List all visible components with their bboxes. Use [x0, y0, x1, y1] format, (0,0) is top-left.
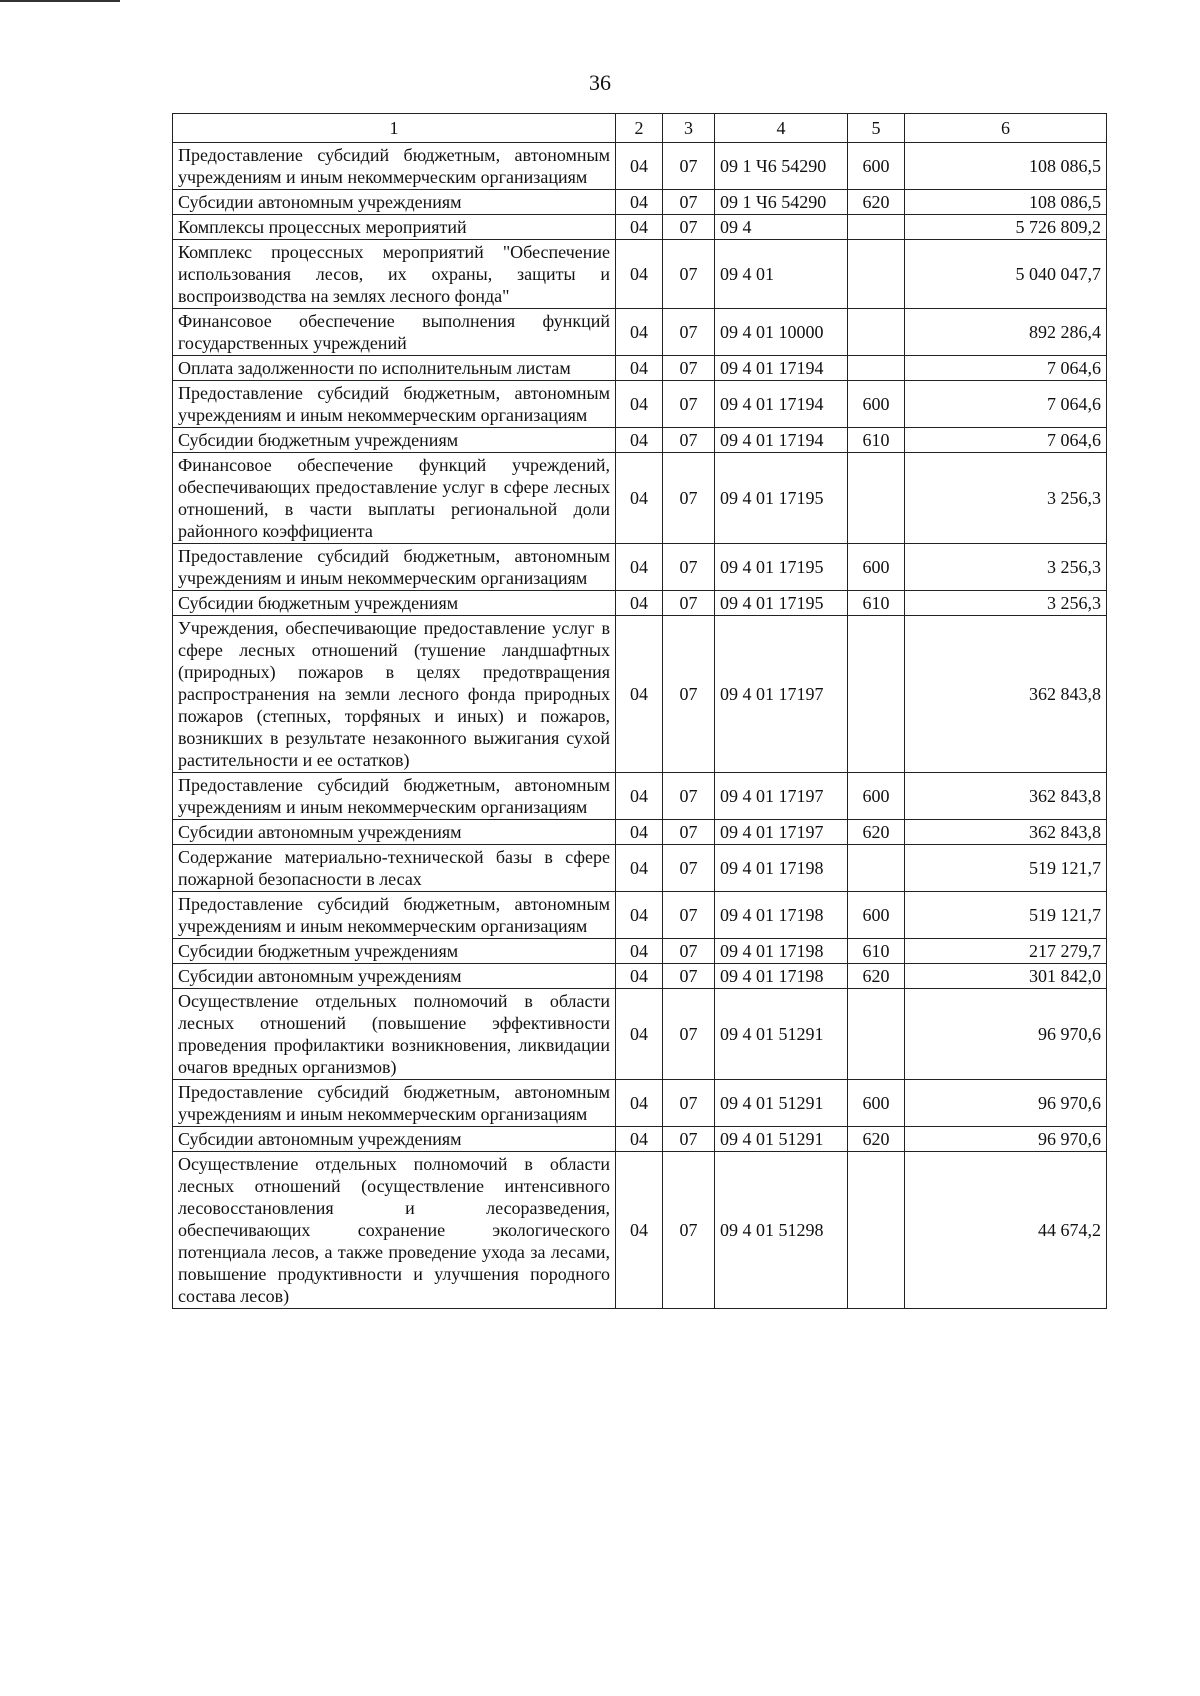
- table-row: [173, 190, 1107, 215]
- item-name-cell: Субсидии автономным учреждениям: [173, 820, 616, 845]
- expense-type-cell: [848, 240, 905, 309]
- column-header: 3: [663, 114, 715, 143]
- table-row: [173, 939, 1107, 964]
- subsection-code-cell: 07: [663, 1080, 715, 1127]
- target-article-cell: 09 4 01 10000: [715, 309, 848, 356]
- section-code-cell: 04: [616, 773, 663, 820]
- table-row: [173, 143, 1107, 190]
- amount-cell: 7 064,6: [905, 428, 1107, 453]
- subsection-code-cell: 07: [663, 892, 715, 939]
- amount-cell: 7 064,6: [905, 381, 1107, 428]
- target-article-cell: 09 4 01 17197: [715, 820, 848, 845]
- section-code-cell: 04: [616, 190, 663, 215]
- amount-cell: 44 674,2: [905, 1152, 1107, 1309]
- target-article-cell: 09 4 01 17198: [715, 939, 848, 964]
- expense-type-cell: 620: [848, 964, 905, 989]
- amount-cell: 5 726 809,2: [905, 215, 1107, 240]
- amount-cell: 96 970,6: [905, 1080, 1107, 1127]
- table-row: [173, 1152, 1107, 1309]
- expense-type-cell: [848, 616, 905, 773]
- table-row: [173, 381, 1107, 428]
- amount-cell: 108 086,5: [905, 190, 1107, 215]
- item-name-cell: Предоставление субсидий бюджетным, автономным учреждениям и иным некоммерческим организациям: [173, 143, 616, 190]
- table-row: [173, 309, 1107, 356]
- item-name-cell: Субсидии автономным учреждениям: [173, 1127, 616, 1152]
- amount-cell: 96 970,6: [905, 989, 1107, 1080]
- item-name-cell: Содержание материально-технической базы в сфере пожарной безопасности в лесах: [173, 845, 616, 892]
- expense-type-cell: 600: [848, 1080, 905, 1127]
- table-row: [173, 820, 1107, 845]
- subsection-code-cell: 07: [663, 616, 715, 773]
- item-name-cell: Субсидии бюджетным учреждениям: [173, 939, 616, 964]
- table-row: [173, 356, 1107, 381]
- column-header: 5: [848, 114, 905, 143]
- table-row: [173, 544, 1107, 591]
- section-code-cell: 04: [616, 143, 663, 190]
- target-article-cell: 09 4 01 17198: [715, 964, 848, 989]
- expense-type-cell: [848, 356, 905, 381]
- item-name-cell: Субсидии бюджетным учреждениям: [173, 428, 616, 453]
- target-article-cell: 09 4 01 17195: [715, 591, 848, 616]
- subsection-code-cell: 07: [663, 845, 715, 892]
- amount-cell: 3 256,3: [905, 453, 1107, 544]
- item-name-cell: Субсидии автономным учреждениям: [173, 190, 616, 215]
- target-article-cell: 09 4 01 51291: [715, 1127, 848, 1152]
- table-row: [173, 989, 1107, 1080]
- amount-cell: 362 843,8: [905, 820, 1107, 845]
- amount-cell: 362 843,8: [905, 773, 1107, 820]
- expense-type-cell: 610: [848, 591, 905, 616]
- subsection-code-cell: 07: [663, 939, 715, 964]
- target-article-cell: 09 4 01 17194: [715, 356, 848, 381]
- expense-type-cell: [848, 309, 905, 356]
- amount-cell: 3 256,3: [905, 544, 1107, 591]
- target-article-cell: 09 4 01 51298: [715, 1152, 848, 1309]
- table-row: [173, 591, 1107, 616]
- expense-type-cell: 600: [848, 143, 905, 190]
- target-article-cell: 09 4 01: [715, 240, 848, 309]
- column-header: 1: [173, 114, 616, 143]
- section-code-cell: 04: [616, 544, 663, 591]
- expense-type-cell: [848, 989, 905, 1080]
- scan-edge-line: [0, 0, 120, 2]
- section-code-cell: 04: [616, 1080, 663, 1127]
- expense-type-cell: [848, 215, 905, 240]
- section-code-cell: 04: [616, 616, 663, 773]
- section-code-cell: 04: [616, 309, 663, 356]
- expense-type-cell: 600: [848, 773, 905, 820]
- item-name-cell: Предоставление субсидий бюджетным, автономным учреждениям и иным некоммерческим организациям: [173, 773, 616, 820]
- column-header: 4: [715, 114, 848, 143]
- target-article-cell: 09 4 01 17195: [715, 453, 848, 544]
- subsection-code-cell: 07: [663, 240, 715, 309]
- item-name-cell: Субсидии бюджетным учреждениям: [173, 591, 616, 616]
- subsection-code-cell: 07: [663, 215, 715, 240]
- column-header: 6: [905, 114, 1107, 143]
- section-code-cell: 04: [616, 820, 663, 845]
- amount-cell: 5 040 047,7: [905, 240, 1107, 309]
- amount-cell: 108 086,5: [905, 143, 1107, 190]
- amount-cell: 519 121,7: [905, 892, 1107, 939]
- expense-type-cell: [848, 845, 905, 892]
- item-name-cell: Предоставление субсидий бюджетным, автономным учреждениям и иным некоммерческим организациям: [173, 381, 616, 428]
- subsection-code-cell: 07: [663, 453, 715, 544]
- amount-cell: 96 970,6: [905, 1127, 1107, 1152]
- section-code-cell: 04: [616, 939, 663, 964]
- subsection-code-cell: 07: [663, 309, 715, 356]
- subsection-code-cell: 07: [663, 428, 715, 453]
- section-code-cell: 04: [616, 892, 663, 939]
- target-article-cell: 09 4 01 17197: [715, 616, 848, 773]
- item-name-cell: Учреждения, обеспечивающие предоставление услуг в сфере лесных отношений (тушение ландшафтных (природных) пожаров в целях предотвращения распространения на земли лесного фонда природных пожаров (степных, торфяных и иных) и пожаров, возникших в результате незаконного выжигания сухой растительности и ее остатков): [173, 616, 616, 773]
- table-row: [173, 773, 1107, 820]
- subsection-code-cell: 07: [663, 381, 715, 428]
- target-article-cell: 09 4 01 17194: [715, 381, 848, 428]
- amount-cell: 7 064,6: [905, 356, 1107, 381]
- section-code-cell: 04: [616, 381, 663, 428]
- item-name-cell: Предоставление субсидий бюджетным, автономным учреждениям и иным некоммерческим организациям: [173, 892, 616, 939]
- section-code-cell: 04: [616, 428, 663, 453]
- amount-cell: 362 843,8: [905, 616, 1107, 773]
- section-code-cell: 04: [616, 964, 663, 989]
- target-article-cell: 09 4 01 51291: [715, 1080, 848, 1127]
- subsection-code-cell: 07: [663, 964, 715, 989]
- target-article-cell: 09 4 01 17198: [715, 892, 848, 939]
- item-name-cell: Оплата задолженности по исполнительным листам: [173, 356, 616, 381]
- target-article-cell: 09 4 01 51291: [715, 989, 848, 1080]
- table-row: [173, 845, 1107, 892]
- table-header-row: [173, 114, 1107, 143]
- amount-cell: 3 256,3: [905, 591, 1107, 616]
- expense-type-cell: 610: [848, 939, 905, 964]
- amount-cell: 301 842,0: [905, 964, 1107, 989]
- item-name-cell: Осуществление отдельных полномочий в области лесных отношений (повышение эффективности проведения профилактики возникновения, ликвидации очагов вредных организмов): [173, 989, 616, 1080]
- expense-type-cell: 600: [848, 544, 905, 591]
- expense-type-cell: 620: [848, 190, 905, 215]
- budget-table: [172, 113, 1107, 1309]
- item-name-cell: Предоставление субсидий бюджетным, автономным учреждениям и иным некоммерческим организациям: [173, 1080, 616, 1127]
- subsection-code-cell: 07: [663, 143, 715, 190]
- item-name-cell: Комплекс процессных мероприятий "Обеспечение использования лесов, их охраны, защиты и воспроизводства на землях лесного фонда": [173, 240, 616, 309]
- subsection-code-cell: 07: [663, 591, 715, 616]
- item-name-cell: Субсидии автономным учреждениям: [173, 964, 616, 989]
- subsection-code-cell: 07: [663, 356, 715, 381]
- expense-type-cell: 600: [848, 892, 905, 939]
- item-name-cell: Финансовое обеспечение выполнения функций государственных учреждений: [173, 309, 616, 356]
- expense-type-cell: 610: [848, 428, 905, 453]
- item-name-cell: Комплексы процессных мероприятий: [173, 215, 616, 240]
- section-code-cell: 04: [616, 845, 663, 892]
- subsection-code-cell: 07: [663, 1127, 715, 1152]
- column-header: 2: [616, 114, 663, 143]
- subsection-code-cell: 07: [663, 1152, 715, 1309]
- section-code-cell: 04: [616, 1152, 663, 1309]
- amount-cell: 519 121,7: [905, 845, 1107, 892]
- expense-type-cell: [848, 1152, 905, 1309]
- table-row: [173, 453, 1107, 544]
- target-article-cell: 09 1 Ч6 54290: [715, 190, 848, 215]
- table-row: [173, 1127, 1107, 1152]
- table-row: [173, 964, 1107, 989]
- target-article-cell: 09 4 01 17198: [715, 845, 848, 892]
- target-article-cell: 09 4 01 17194: [715, 428, 848, 453]
- section-code-cell: 04: [616, 215, 663, 240]
- amount-cell: 892 286,4: [905, 309, 1107, 356]
- page-number: 36: [589, 70, 611, 95]
- expense-type-cell: [848, 453, 905, 544]
- table-row: [173, 616, 1107, 773]
- amount-cell: 217 279,7: [905, 939, 1107, 964]
- subsection-code-cell: 07: [663, 190, 715, 215]
- expense-type-cell: 600: [848, 381, 905, 428]
- section-code-cell: 04: [616, 356, 663, 381]
- table-row: [173, 428, 1107, 453]
- section-code-cell: 04: [616, 591, 663, 616]
- expense-type-cell: 620: [848, 820, 905, 845]
- section-code-cell: 04: [616, 240, 663, 309]
- section-code-cell: 04: [616, 1127, 663, 1152]
- subsection-code-cell: 07: [663, 544, 715, 591]
- subsection-code-cell: 07: [663, 820, 715, 845]
- expense-type-cell: 620: [848, 1127, 905, 1152]
- item-name-cell: Осуществление отдельных полномочий в области лесных отношений (осуществление интенсивного лесовосстановления и лесоразведения, обеспечивающих сохранение экологического потенциала лесов, а также проведение ухода за лесами, повышение продуктивности и улучшения породного состава лесов): [173, 1152, 616, 1309]
- table-row: [173, 240, 1107, 309]
- subsection-code-cell: 07: [663, 989, 715, 1080]
- section-code-cell: 04: [616, 453, 663, 544]
- target-article-cell: 09 4 01 17195: [715, 544, 848, 591]
- section-code-cell: 04: [616, 989, 663, 1080]
- target-article-cell: 09 4: [715, 215, 848, 240]
- subsection-code-cell: 07: [663, 773, 715, 820]
- item-name-cell: Финансовое обеспечение функций учреждений, обеспечивающих предоставление услуг в сфере лесных отношений, в части выплаты региональной доли районного коэффициента: [173, 453, 616, 544]
- target-article-cell: 09 1 Ч6 54290: [715, 143, 848, 190]
- target-article-cell: 09 4 01 17197: [715, 773, 848, 820]
- item-name-cell: Предоставление субсидий бюджетным, автономным учреждениям и иным некоммерческим организациям: [173, 544, 616, 591]
- table-row: [173, 1080, 1107, 1127]
- table-row: [173, 892, 1107, 939]
- table-row: [173, 215, 1107, 240]
